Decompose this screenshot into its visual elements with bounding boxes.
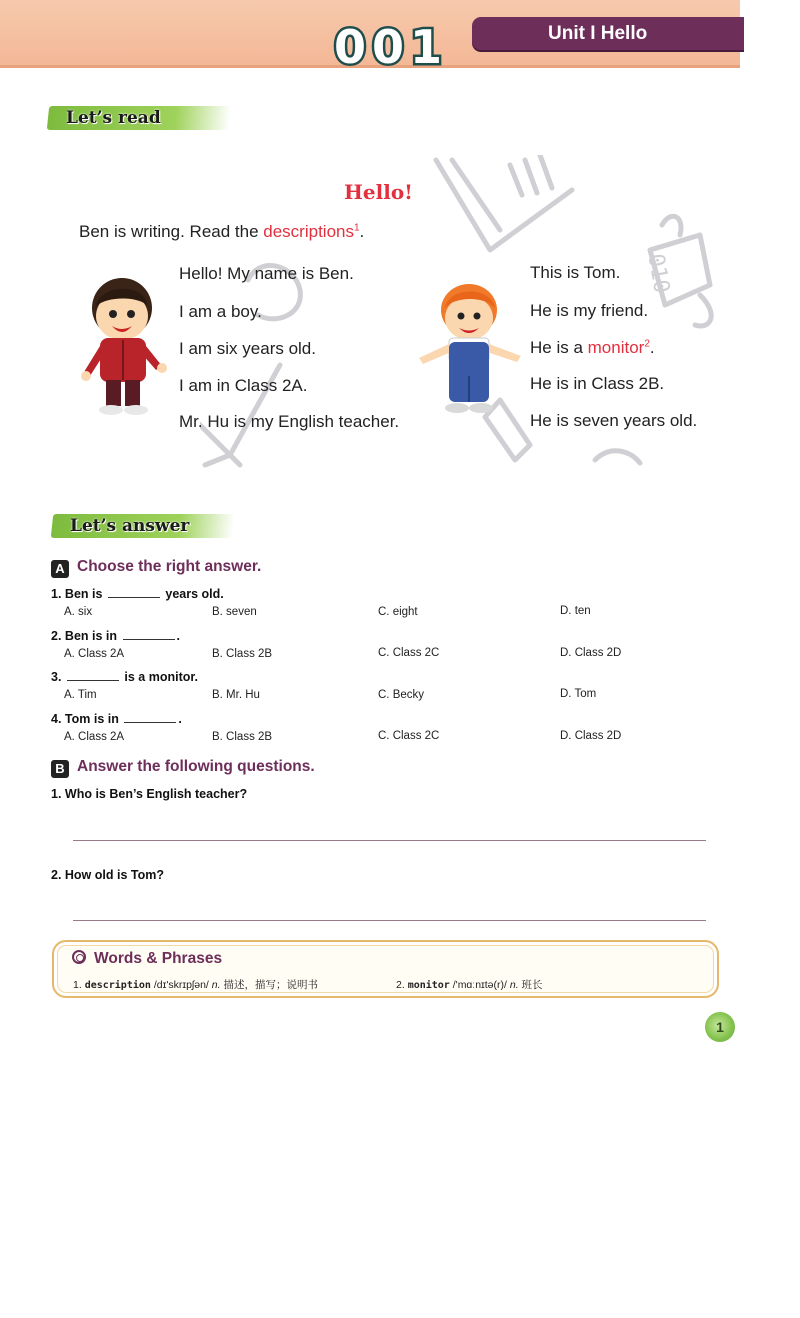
unit-title-tab [472,17,744,50]
lets-read-banner: Let’s read [47,106,232,130]
tom-line: This is Tom. [530,263,621,282]
keyword-monitor: monitor [587,338,645,357]
option[interactable]: B. Class 2B [212,648,273,660]
tom-line: He is seven years old. [530,411,698,430]
answer-line[interactable] [73,840,706,841]
question-4: 4. Tom is in . [51,712,182,726]
ben-illustration [78,276,170,418]
reading-title: Hello! [344,180,413,204]
ben-line: Hello! My name is Ben. [179,264,354,283]
question-1: 1. Ben is years old. [51,587,224,601]
option[interactable]: A. Class 2A [64,648,125,660]
option[interactable]: D. Tom [560,688,597,700]
question-2: 2. Ben is in . [51,629,180,643]
answer-line[interactable] [73,920,706,921]
svg-text:010: 010 [642,251,674,296]
option[interactable]: B. Class 2B [212,731,273,743]
question-3: 3. is a monitor. [51,670,199,684]
option[interactable]: D. ten [560,605,591,617]
part-b-heading: B Answer the following questions. [51,758,315,778]
lets-answer-banner: Let’s answer [51,514,236,538]
answer-blank[interactable] [123,630,175,640]
answer-blank[interactable] [67,671,119,681]
option[interactable]: D. Class 2D [560,647,622,659]
keyword-descriptions: descriptions [263,222,354,241]
tom-line: He is my friend. [530,301,649,320]
open-question-1: 1. Who is Ben’s English teacher? [51,787,248,801]
option[interactable]: B. Mr. Hu [212,689,260,701]
option[interactable]: A. Tim [64,689,97,701]
tom-line: He is a monitor$^2$. [530,338,655,357]
answer-blank[interactable] [108,588,160,598]
option[interactable]: B. seven [212,606,257,618]
word-entry-description: 1. description /dɪ'skrɪpʃən/ n. 描述，描写；说明书 [73,979,318,991]
target-icon [72,950,86,964]
words-phrases-title: Words & Phrases [72,950,222,968]
open-question-2: 2. How old is Tom? [51,868,164,882]
option[interactable]: A. six [64,606,93,618]
unit-title: Unit I Hello [548,23,648,44]
part-a-heading: A Choose the right answer. [51,558,261,578]
ben-line: Mr. Hu is my English teacher. [179,412,400,431]
answer-blank[interactable] [124,713,176,723]
ben-line: I am a boy. [179,302,262,321]
tom-illustration [415,280,525,416]
option[interactable]: C. eight [378,606,418,618]
option[interactable]: C. Class 2C [378,730,440,742]
option[interactable]: C. Becky [378,689,425,701]
lesson-number: 001 [334,20,449,74]
option[interactable]: D. Class 2D [560,730,622,742]
option[interactable]: A. Class 2A [64,731,125,743]
page-number: 1 [705,1012,735,1042]
ben-line: I am six years old. [179,339,316,358]
ben-line: I am in Class 2A. [179,376,308,395]
reading-intro: Ben is writing. Read the descriptions$^1$. [79,222,365,241]
tom-line: He is in Class 2B. [530,374,665,393]
option[interactable]: C. Class 2C [378,647,440,659]
word-entry-monitor: 2. monitor /'mɑːnɪtə(r)/ n. 班长 [396,979,543,991]
